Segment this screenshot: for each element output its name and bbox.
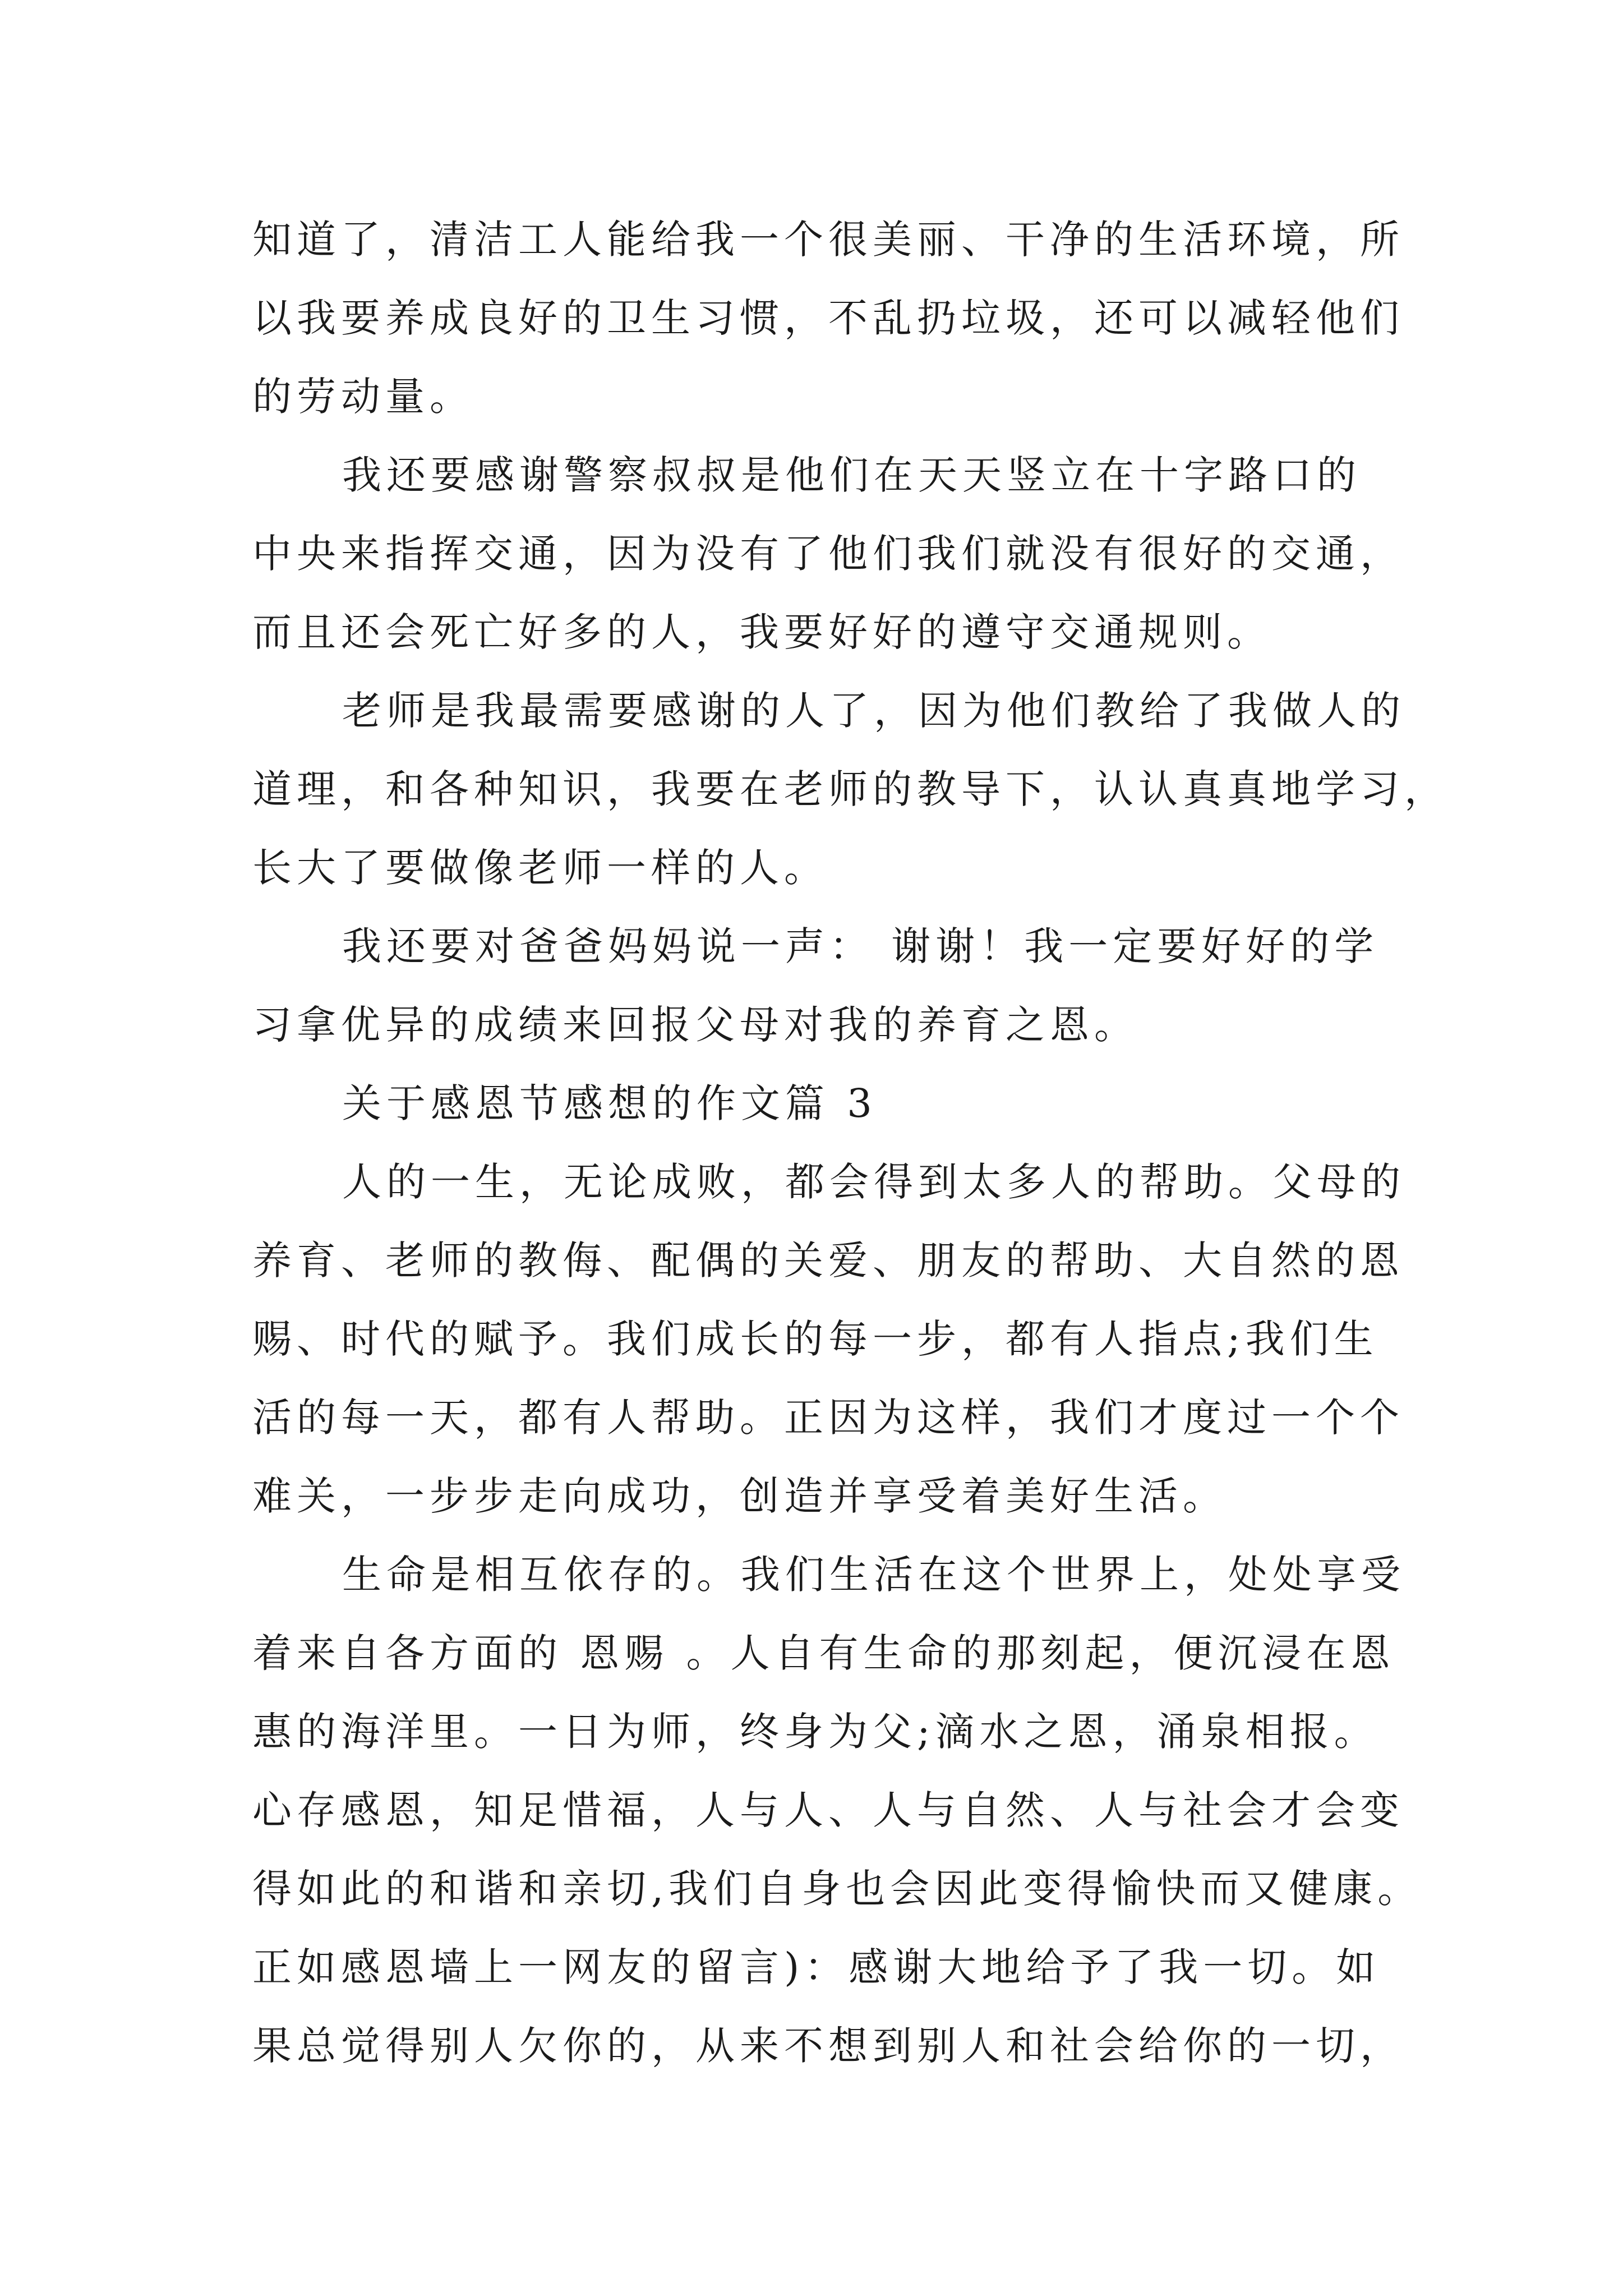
text-line: 赐、时代的赋予。我们成长的每一步，都有人指点;我们生	[252, 1316, 1378, 1362]
text-line: 长大了要做像老师一样的人。	[252, 845, 828, 891]
paragraph-start-line: 我还要感谢警察叔叔是他们在天天竖立在十字路口的	[342, 452, 1361, 498]
text-line: 难关，一步步走向成功，创造并享受着美好生活。	[252, 1473, 1227, 1519]
paragraph-start-line: 人的一生，无论成败，都会得到太多人的帮助。父母的	[342, 1159, 1405, 1205]
text-line: 正如感恩墙上一网友的留言)：感谢大地给予了我一切。如	[252, 1944, 1381, 1990]
text-line: 得如此的和谐和亲切,我们自身也会因此变得愉快而又健康。	[252, 1866, 1422, 1912]
paragraph-start-line: 老师是我最需要感谢的人了，因为他们教给了我做人的	[342, 688, 1405, 734]
text-line: 的劳动量。	[252, 374, 474, 420]
paragraph-start-line: 生命是相互依存的。我们生活在这个世界上，处处享受	[342, 1552, 1405, 1598]
text-line: 以我要养成良好的卫生习惯，不乱扔垃圾，还可以减轻他们	[252, 295, 1404, 341]
text-line: 惠的海洋里。一日为师，终身为父;滴水之恩，涌泉相报。	[252, 1709, 1378, 1755]
text-line: 而且还会死亡好多的人，我要好好的遵守交通规则。	[252, 609, 1271, 655]
paragraph-start-line: 我还要对爸爸妈妈说一声： 谢谢！我一定要好好的学	[342, 923, 1379, 969]
text-line: 果总觉得别人欠你的，从来不想到别人和社会给你的一切，	[252, 2023, 1404, 2069]
text-line: 活的每一天，都有人帮助。正因为这样，我们才度过一个个	[252, 1395, 1404, 1441]
text-line: 心存感恩，知足惜福，人与人、人与自然、人与社会才会变	[252, 1787, 1404, 1833]
text-line: 知道了，清洁工人能给我一个很美丽、干净的生活环境，所	[252, 217, 1404, 263]
text-line: 中央来指挥交通，因为没有了他们我们就没有很好的交通，	[252, 531, 1404, 577]
text-line: 养育、老师的教侮、配偶的关爱、朋友的帮助、大自然的恩	[252, 1237, 1404, 1283]
text-line: 着来自各方面的 恩赐 。人自有生命的那刻起，便沉浸在恩	[252, 1630, 1395, 1676]
text-line: 道理，和各种知识，我要在老师的教导下，认认真真地学习，	[252, 766, 1449, 812]
text-line: 习拿优异的成绩来回报父母对我的养育之恩。	[252, 1002, 1138, 1048]
section-heading: 关于感恩节感想的作文篇 3	[342, 1080, 877, 1126]
